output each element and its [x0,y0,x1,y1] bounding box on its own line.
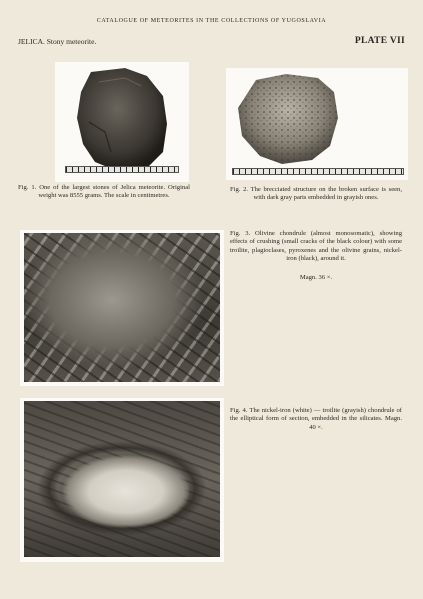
fig2-photo-frame [226,68,408,180]
fig3-micrograph-image [24,233,220,382]
meteorite-name: JELICA. Stony meteorite. [18,37,97,46]
fig4-photo-frame [20,398,224,562]
running-title: CATALOGUE OF METEORITES IN THE COLLECTIONS OF YUGOSLAVIA [96,18,327,24]
fig1-caption: Fig. 1. One of the largest stones of Jelica meteorite. Original weight was 8555 grams. The scale in centimetres. [18,184,190,200]
fig3-magnification: Magn. 36 ×. [299,274,333,281]
fig2-scale-bar [232,168,404,175]
fig4-caption: Fig. 4. The nickel-iron (white) — troilite (grayish) chondrule of the elliptical form of section, embedded in the silicates. Magn. 40 ×. [230,407,402,431]
fig1-scale-bar [65,166,179,173]
fig3-photo-frame [20,230,224,386]
plate-number: PLATE VII [354,36,405,46]
fig2-meteorite-image [226,68,408,180]
fig1-photo-frame [55,62,189,182]
fig3-caption: Fig. 3. Olivine chondrule (almost monosomatic), showing effects of crushing (small cracks of the black colour) with some troilite, plagioclases, pyroxenes and the olivine grains, nickel-iron (black), around it. [230,230,402,263]
fig4-micrograph-image [24,401,220,557]
fig1-meteorite-image [55,62,189,182]
fig2-caption: Fig. 2. The brecciated structure on the broken surface is seen, with dark gray parts embedded in grayish ones. [230,186,402,202]
